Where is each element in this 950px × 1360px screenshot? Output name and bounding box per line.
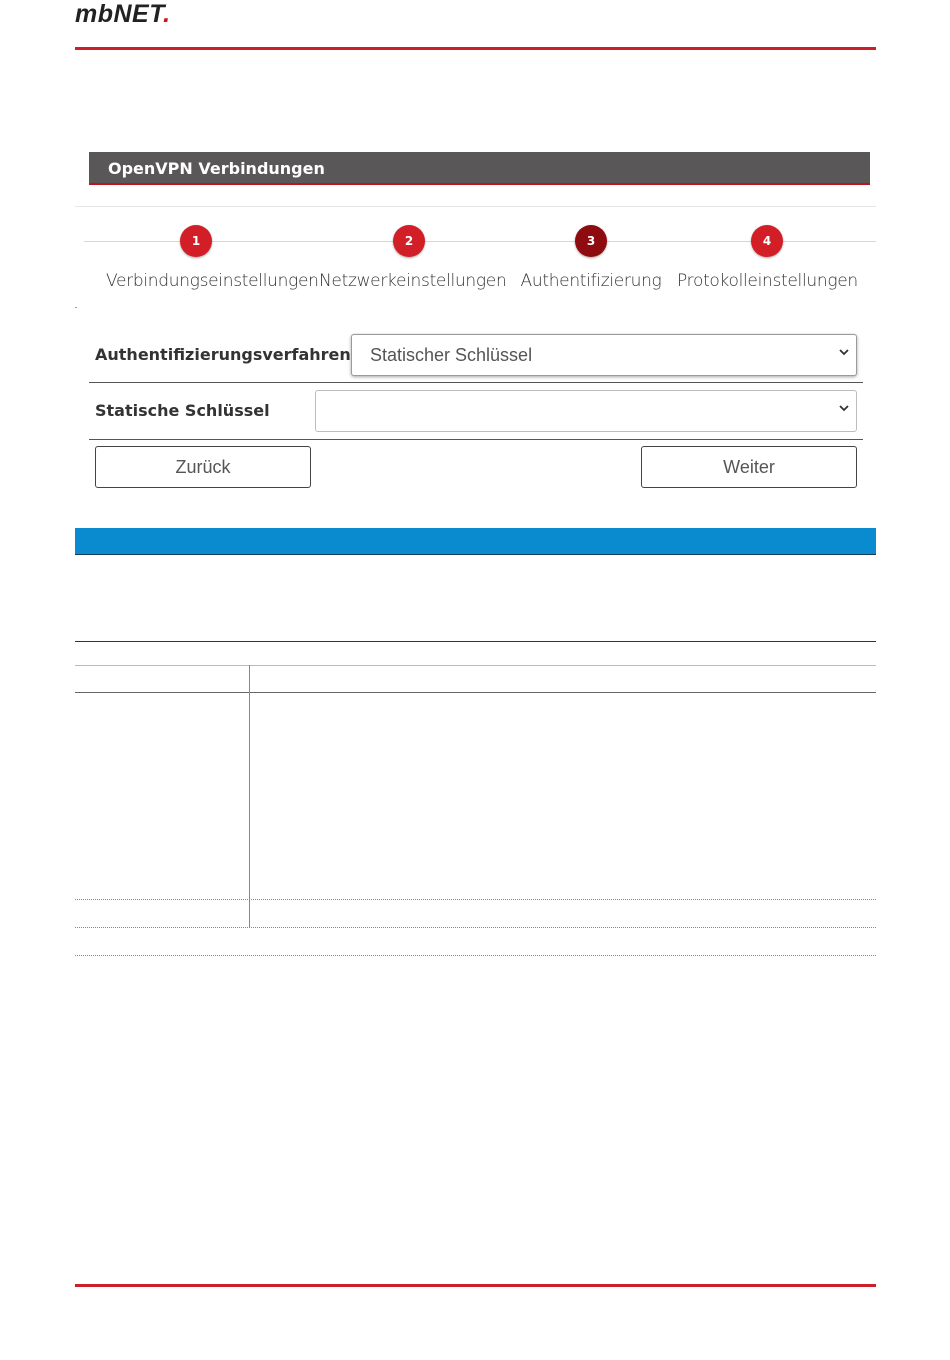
auth-method-select[interactable]: [351, 334, 857, 376]
chevron-down-icon: [838, 346, 850, 361]
table-header-bottom-rule: [75, 692, 876, 693]
chevron-down-icon: [838, 402, 850, 417]
auth-method-value: Statischer Schlüssel: [370, 345, 533, 365]
mbnet-logo: mbNET.: [75, 0, 171, 28]
table-bottom-rule: [75, 955, 876, 956]
static-keys-label: Statische Schlüssel: [95, 401, 270, 420]
step-1-label: Verbindungseinstellungen: [106, 271, 319, 291]
step-3-number: 3: [575, 225, 607, 257]
table-header-top-rule: [75, 665, 876, 666]
table-row-rule: [75, 927, 876, 928]
step-1[interactable]: [106, 225, 319, 291]
footer-divider: [75, 1284, 876, 1287]
table-top-rule: [75, 641, 876, 642]
step-2-label: Netzwerkeinstellungen: [319, 271, 507, 291]
step-4-label: Protokolleinstellungen: [677, 271, 858, 291]
header-divider: [75, 47, 876, 50]
step-1-number: 1: [180, 225, 212, 257]
table-row-rule: [75, 899, 876, 900]
static-keys-select[interactable]: [315, 390, 857, 432]
blue-bar: [75, 528, 876, 555]
back-button[interactable]: Zurück: [95, 446, 311, 488]
step-2[interactable]: [319, 225, 507, 291]
divider-tick: [75, 307, 77, 308]
auth-method-label: Authentifizierungsverfahren: [95, 345, 351, 364]
panel-separator: [75, 206, 876, 207]
step-4[interactable]: [677, 225, 857, 291]
next-button[interactable]: Weiter: [641, 446, 857, 488]
step-2-number: 2: [393, 225, 425, 257]
panel-title: OpenVPN Verbindungen: [89, 152, 870, 185]
step-4-number: 4: [751, 225, 783, 257]
table-column-divider: [249, 665, 250, 927]
step-3[interactable]: [501, 225, 681, 291]
step-3-label: Authentifizierung: [520, 271, 662, 291]
